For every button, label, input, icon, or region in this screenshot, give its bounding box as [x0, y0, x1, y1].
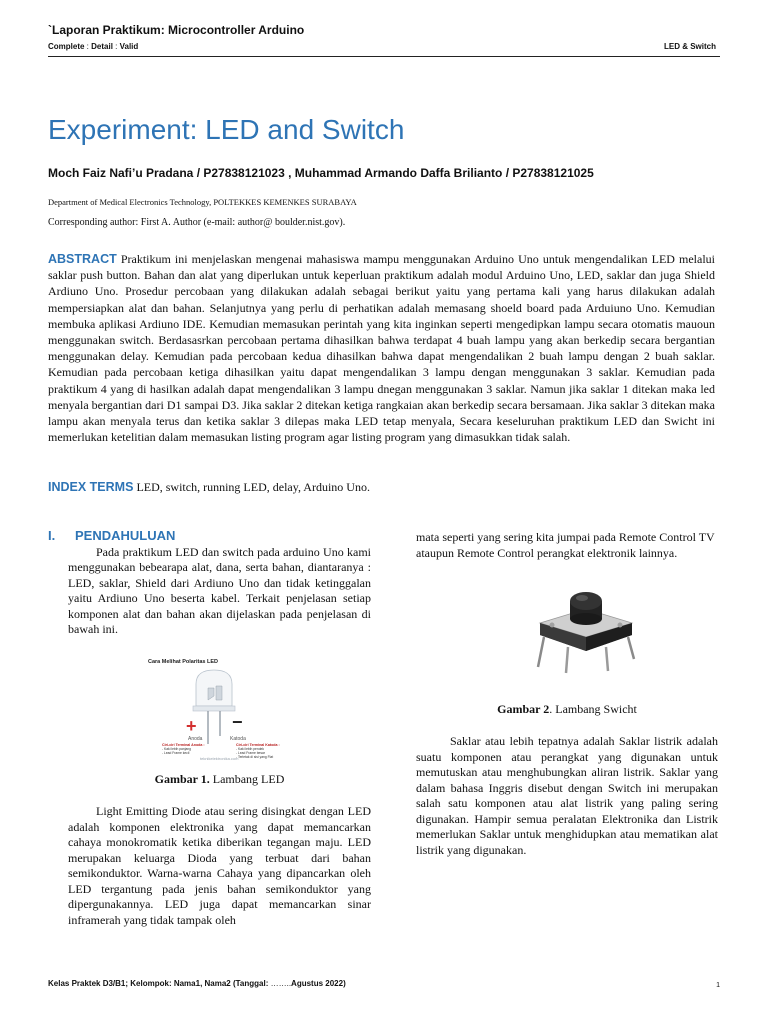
paper-title: Experiment: LED and Switch — [48, 114, 405, 145]
figure2-caption-text: . Lambang Swicht — [549, 702, 637, 716]
anode-traits-heading: Ciri-ciri Terminal Anoda : — [162, 743, 205, 747]
anode-plus-sign: + — [186, 716, 197, 736]
figure1-caption-label: Gambar 1. — [154, 772, 210, 786]
paper-authors: Moch Faiz Nafi’u Pradana / P27838121023 , Muhammad Armando Daffa Brilianto / P27838121025 — [48, 166, 594, 180]
running-header-status — [48, 42, 138, 51]
page-number: 1 — [716, 982, 720, 989]
footer-date: Agustus 2022) — [291, 979, 346, 988]
index-terms-text: LED, switch, running LED, delay, Arduino Uno. — [136, 480, 370, 494]
index-terms-label: INDEX TERMS — [48, 480, 134, 494]
abstract — [48, 251, 715, 445]
author-affiliation: Department of Medical Electronics Technology, POLTEKKES KEMENKES SURABAYA — [48, 197, 357, 207]
figure1-watermark: teknikelektronika.com — [200, 756, 239, 761]
cathode-traits-heading: Ciri-ciri Terminal Katoda : — [236, 743, 280, 747]
intro-paragraph: Pada praktikum LED dan switch pada arduino Uno kami menggunakan bebearapa alat, dana, serta bahan, diantaranya : LED, saklar, Shield dari Ardiuno Uno dan tidak ketinggalan yaitu Ardiuno Uno beserta kabel. Terkait penjelasan setiap komponen alat dan bahan akan dijelaskan pada penjelasan di bawah ini. — [68, 545, 371, 637]
page-footer — [48, 979, 346, 988]
figure1-image-title: Cara Melihat Polaritas LED — [148, 659, 218, 665]
led-paragraph: Light Emitting Diode atau sering disingkat dengan LED adalah komponen elektronika yang dapat memancarkan cahaya monokromatik ketika diberikan tegangan maju. LED merupakan keluarga Dioda yang terbuat dari bahan semikonduktor. Warna-warna Cahaya yang dipancarkan oleh LED tergantung pada jenis bahan semikonduktor yang dipergunakannya. LED juga dapat memancarkan sinar inframerah yang tidak tampak oleh — [68, 804, 371, 927]
status-valid: Valid — [119, 42, 139, 51]
switch-paragraph: Saklar atau lebih tepatnya adalah Saklar listrik adalah suatu komponen atau perangkat yang digunakan untuk memutuskan atau menghubungkan aliran listrik. Saklar yang dalam bahasa Inggris disebut dengan Switch ini merupakan salah satu komponen atau alat listrik yang paling sering digunakan. Hampir semua peralatan Elektronika dan Listrik memerlukan Saklar untuk menghidupkan atau mematikan alat listrik yang digunakan. — [416, 734, 718, 857]
anode-trait: - Kaki lebih panjang — [162, 747, 191, 751]
cathode-trait: - Kaki lebih pendek — [236, 747, 265, 751]
abstract-label: ABSTRACT — [48, 252, 117, 266]
cathode-trait: - Lead Frame besar — [236, 751, 265, 755]
status-separator: : — [84, 42, 92, 51]
running-header-title: `Laporan Praktikum: Microcontroller Arduino — [48, 23, 305, 37]
figure2-caption — [416, 702, 718, 717]
figure2-caption-label: Gambar 2 — [497, 702, 550, 716]
anode-trait: - Lead Frame kecil — [162, 751, 190, 755]
anode-label: Anoda — [188, 736, 203, 742]
led-polarity-figure — [148, 656, 291, 764]
footer-class-info: Kelas Praktek D3/B1; Kelompok: Nama1, Nama2 (Tanggal: — [48, 979, 269, 988]
footer-date-blank: …….. — [268, 979, 292, 988]
push-button-switch-figure — [530, 575, 642, 680]
cathode-trait: - Terletak di sisi yang Flat — [236, 755, 274, 759]
cathode-minus-sign: − — [232, 712, 243, 732]
index-terms — [48, 480, 715, 495]
status-separator: : — [112, 42, 120, 51]
corresponding-author: Corresponding author: First A. Author (e-mail: author@ boulder.nist.gov). — [48, 217, 346, 228]
figure1-caption-text: Lambang LED — [209, 772, 285, 786]
led-paragraph-continued: mata seperti yang sering kita jumpai pada Remote Control TV ataupun Remote Control perangkat elektronik lainnya. — [416, 530, 715, 560]
status-detail: Detail — [91, 42, 113, 51]
section-number: I. — [48, 528, 56, 543]
running-header-topic: LED & Switch — [663, 42, 716, 51]
header-divider — [48, 56, 720, 57]
led-icon — [193, 670, 235, 744]
status-complete: Complete — [48, 42, 85, 51]
figure1-caption — [68, 772, 371, 787]
abstract-text: Praktikum ini menjelaskan mengenai mahasiswa mampu menggunakan Arduino Uno untuk mengendalikan LED melalui saklar push button. Bahan dan alat yang diperlukan untuk keperluan praktikum adalah modul Arduino Uno, LED, saklar dan juga Shield Ardiuno Uno. Prosedur percobaan yang dilakukan adalah sebagai berikut yaitu yang pertama kali yang harus dilakukan adalah mempersiapkan alat dan bahan. Selanjutnya yang perlu di perhatikan adalah memasang shoeld board pada Arduiuno Uno. Kemudian membuka aplikasi Ardiuno IDE. Kemudian memasukan perintah yang kita inginkan seperti mengedipkan lampu secara otomatis mauoun menggunakan switch. Berdasasrkan percobaan pertama dihasilkan bahwa terdapat 4 buah lampu yang akan berkedip secara bergantian menggunakan delay. Kemudian pada percobaan kedua dihasilkan bahwa dapat mengendalikan 2 buah lampu dengan 2 buah saklar. Kemudian pada percobaan ketiga dihasilkan yaitu dapat mengendalikan 3 lampu dengan menggunakan 3 saklar. Kemudian pada praktikum 4 yang di hasilkan adalah dapat mengendalikan 3 lampu dnegan menggunakan 3 saklar. Namun jika saklar 1 ditekan maka led menyala bergantian dari D1 sampai D3. Jika saklar 2 ditekan ketiga rangkaian akan berkedip secara bersamaan. Jika saklar 3 ditekan maka lampu akan menyala terus dan ketika saklar 3 dilepas maka LED tetap menyala, Secara keseluruhan praktikum LED dan Swicht ini memerlukan ketelitian dalam memasukan listing program agar listing program yang dimasukkan tidak salah. — [48, 252, 716, 445]
section-heading — [48, 528, 175, 543]
section-title: PENDAHULUAN — [75, 528, 176, 543]
cathode-label: Katoda — [230, 736, 246, 742]
push-button-switch-icon — [538, 592, 634, 673]
